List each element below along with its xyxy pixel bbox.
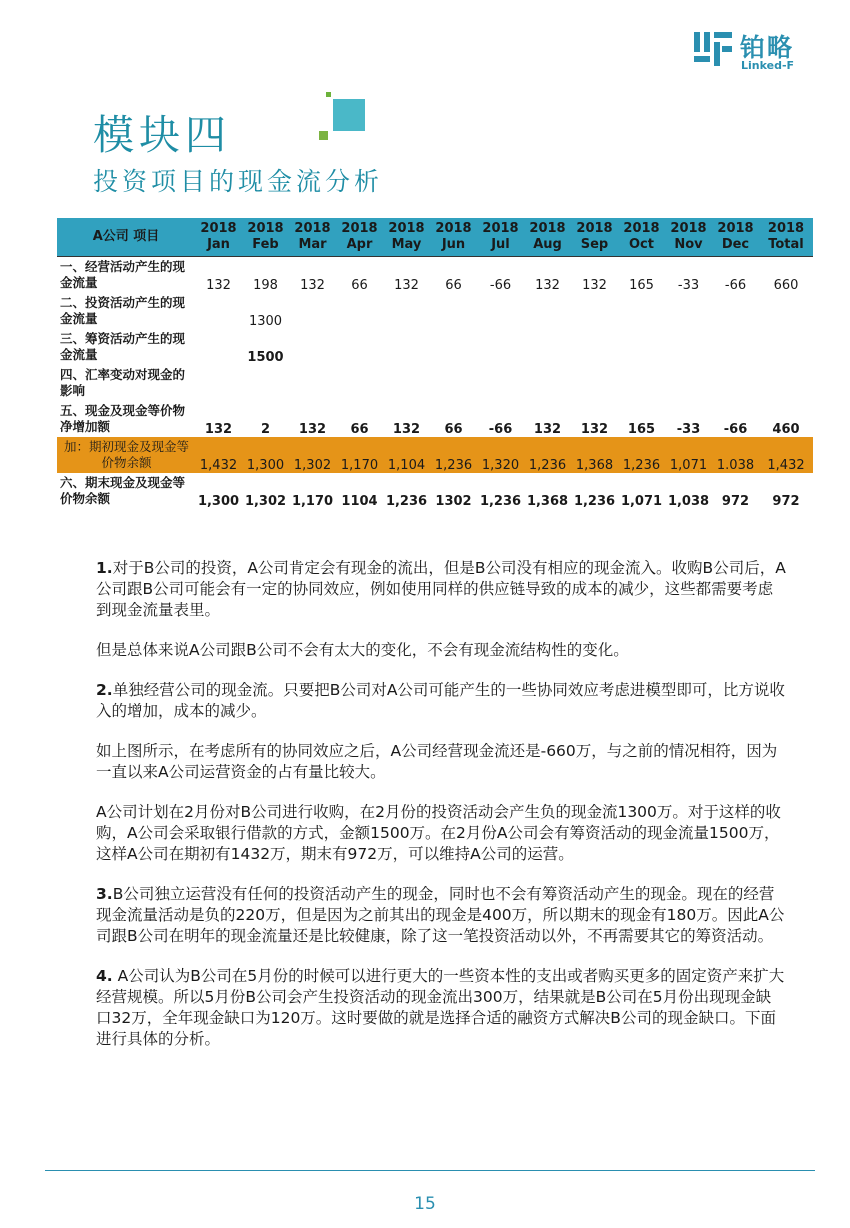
table-cell: 66 [430,257,477,294]
table-cell: 1,368 [571,437,618,473]
table-cell: 1,236 [618,437,665,473]
paragraph-number: 1. [96,559,113,577]
table-cell: 660 [759,257,813,294]
table-cell [430,293,477,329]
table-cell: 66 [444,422,463,437]
brand-logo [694,30,824,74]
table-cell: 1,038 [667,494,710,509]
row-label: 六、期末现金及现金等价物余额 [60,475,186,506]
col-header: 2018 Oct [618,218,665,257]
table-cell [430,365,477,401]
row-label: 一、经营活动产生的现金流量 [57,257,195,294]
table-cell: 198 [242,257,289,294]
table-cell: 132 [580,422,609,437]
table-cell: 1,302 [244,494,287,509]
table-cell: -66 [488,422,513,437]
logo-english-text: Linked-F [741,59,795,72]
paragraph-text: A公司认为B公司在5月份的时候可以进行更大的一些资本性的支出或者购买更多的固定资产来扩大经营规模。所以5月份B公司会产生投资活动的现金流出300万，结果就是B公司在5月份出现现金缺口32万，全年现金缺口为120万。这时要做的就是选择合适的融资方式解决B公司的现金缺口。下面进行具体的分析。 [96,967,785,1048]
table-cell [477,293,524,329]
table-cell [618,329,665,365]
table-cell: 1,236 [430,437,477,473]
paragraph-text: 但是总体来说A公司跟B公司不会有太大的变化，不会有现金流结构性的变化。 [96,641,629,659]
table-cell: 1,104 [383,437,430,473]
table-cell: 1,236 [524,437,571,473]
row-label: 五、现金及现金等价物净增加额 [60,403,186,434]
table-cell: 1,236 [573,494,616,509]
table-cell [383,293,430,329]
table-cell: 1,170 [291,494,334,509]
body-paragraph [96,884,786,947]
body-paragraph [96,802,786,865]
body-text [96,558,786,1069]
table-cell [195,293,242,329]
table-cell [665,293,712,329]
table-cell: -66 [723,422,748,437]
table-row [57,329,813,365]
table-cell [759,329,813,365]
table-row [57,473,813,509]
table-cell: 1,300 [197,494,240,509]
col-header: 2018 Jun [430,218,477,257]
table-cell [712,365,759,401]
module-subtitle: 投资项目的现金流分析 [93,167,384,196]
paragraph-text: A公司计划在2月份对B公司进行收购，在2月份的投资活动会产生负的现金流1300万。对于这样的收购，A公司会采取银行借款的方式，金额1500万。在2月份A公司会有筹资活动的现金流量1500万，这样A公司在期初有1432万，期末有972万，可以维持A公司的运营。 [96,803,781,863]
col-header: 2018 Jan [195,218,242,257]
table-cell: 1104 [341,494,378,509]
table-cell [665,329,712,365]
body-paragraph [96,640,786,661]
table-cell [195,365,242,401]
paragraph-text: B公司独立运营没有任何的投资活动产生的现金，同时也不会有筹资活动产生的现金。现在的经营现金流量活动是负的220万，但是因为之前其出的现金是400万，所以期末的现金有180万。因此A公司跟B公司在明年的现金流量还是比较健康，除了这一笔投资活动以外，不再需要其它的筹资活动。 [96,885,785,945]
table-cell [759,293,813,329]
paragraph-number: 2. [96,681,113,699]
table-cell [712,329,759,365]
table-cell [289,329,336,365]
table-cell: -33 [665,257,712,294]
row-label: 四、汇率变动对现金的影响 [60,367,186,398]
table-row [57,257,813,294]
table-cell [759,365,813,401]
col-header: 2018 Jul [477,218,524,257]
page-number: 15 [414,1194,436,1214]
table-cell [618,293,665,329]
col-header: 2018 Aug [524,218,571,257]
col-header: 2018 Nov [665,218,712,257]
table-cell [430,329,477,365]
table-cell [289,365,336,401]
table-cell [524,329,571,365]
table-row [57,293,813,329]
col-header: 2018 Apr [336,218,383,257]
logo-chinese-text: 铂略 [740,33,795,62]
table-cell [571,293,618,329]
footer-divider [45,1170,815,1171]
cash-flow-table [57,218,813,509]
paragraph-number: 3. [96,885,113,903]
col-header: 2018 Dec [712,218,759,257]
row-label: 三、筹资活动产生的现金流量 [60,331,186,362]
table-cell: 1,236 [385,494,428,509]
table-cell [665,365,712,401]
col-header: 2018 Mar [289,218,336,257]
body-paragraph [96,558,786,621]
table-cell [618,365,665,401]
decor-square-small [326,92,331,97]
table-cell: 1,170 [336,437,383,473]
col-header: 2018 Total [759,218,813,257]
table-cell: -66 [712,257,759,294]
table-cell: 972 [772,494,800,509]
table-cell: 1,302 [289,437,336,473]
table-cell: 1.038 [712,437,759,473]
table-cell: 1,320 [477,437,524,473]
table-cell: 1302 [435,494,472,509]
table-cell: 66 [350,422,369,437]
table-cell: -33 [676,422,701,437]
table-cell: 132 [195,257,242,294]
table-cell: 132 [298,422,327,437]
decor-square-green [319,131,328,140]
paragraph-text: 对于B公司的投资，A公司肯定会有现金的流出，但是B公司没有相应的现金流入。收购B公司后，A公司跟B公司可能会有一定的协同效应，例如使用同样的供应链导致的成本的减少，这些都需要考虑到现金流量表里。 [96,559,786,619]
table-cell [477,365,524,401]
table-cell: 1500 [247,350,284,365]
table-row [57,401,813,437]
table-cell [571,365,618,401]
table-cell: 2 [260,422,271,437]
decor-square-large [333,99,365,131]
paragraph-number: 4. [96,967,113,985]
table-cell: 132 [524,257,571,294]
table-cell: 1300 [248,314,283,329]
table-cell [242,365,289,401]
table-cell [336,365,383,401]
table-cell: 132 [383,257,430,294]
body-paragraph [96,741,786,783]
table-row [57,365,813,401]
table-cell: 165 [627,422,656,437]
paragraph-text: 如上图所示，在考虑所有的协同效应之后，A公司经营现金流还是-660万，与之前的情况相符，因为一直以来A公司运营资金的占有量比较大。 [96,742,778,781]
table-cell: 1,368 [526,494,569,509]
table-cell [383,365,430,401]
table-cell [383,329,430,365]
table-cell: 66 [336,257,383,294]
body-paragraph [96,966,786,1050]
table-cell: 1,432 [759,437,813,473]
table-cell: 132 [392,422,421,437]
col-header: 2018 May [383,218,430,257]
table-cell: 132 [204,422,233,437]
table-corner-label: A公司 项目 [57,218,195,257]
linked-f-logo-icon [694,30,734,70]
table-cell [336,293,383,329]
row-label: 加：期初现金及现金等价物余额 [57,437,195,473]
table-cell: 1,071 [620,494,663,509]
table-cell [195,329,242,365]
table-cell [524,293,571,329]
table-cell [571,329,618,365]
col-header: 2018 Feb [242,218,289,257]
table-cell [712,293,759,329]
paragraph-text: 单独经营公司的现金流。只要把B公司对A公司可能产生的一些协同效应考虑进模型即可，比方说收入的增加，成本的减少。 [96,681,785,720]
table-cell [524,365,571,401]
body-paragraph [96,680,786,722]
table-row [57,437,813,473]
module-title: 模块四 [93,111,231,159]
table-cell: 132 [533,422,562,437]
table-cell: 165 [618,257,665,294]
table-cell [336,329,383,365]
table-header-row [57,218,813,257]
col-header: 2018 Sep [571,218,618,257]
table-cell: 460 [772,422,800,437]
table-cell: 132 [289,257,336,294]
row-label: 二、投资活动产生的现金流量 [60,295,186,326]
table-cell [477,329,524,365]
table-cell: 1,071 [665,437,712,473]
table-cell: 1,236 [479,494,522,509]
table-cell: -66 [477,257,524,294]
table-cell [289,293,336,329]
table-cell: 132 [571,257,618,294]
table-cell: 1,300 [242,437,289,473]
table-cell: 1,432 [195,437,242,473]
table-cell: 972 [721,494,750,509]
